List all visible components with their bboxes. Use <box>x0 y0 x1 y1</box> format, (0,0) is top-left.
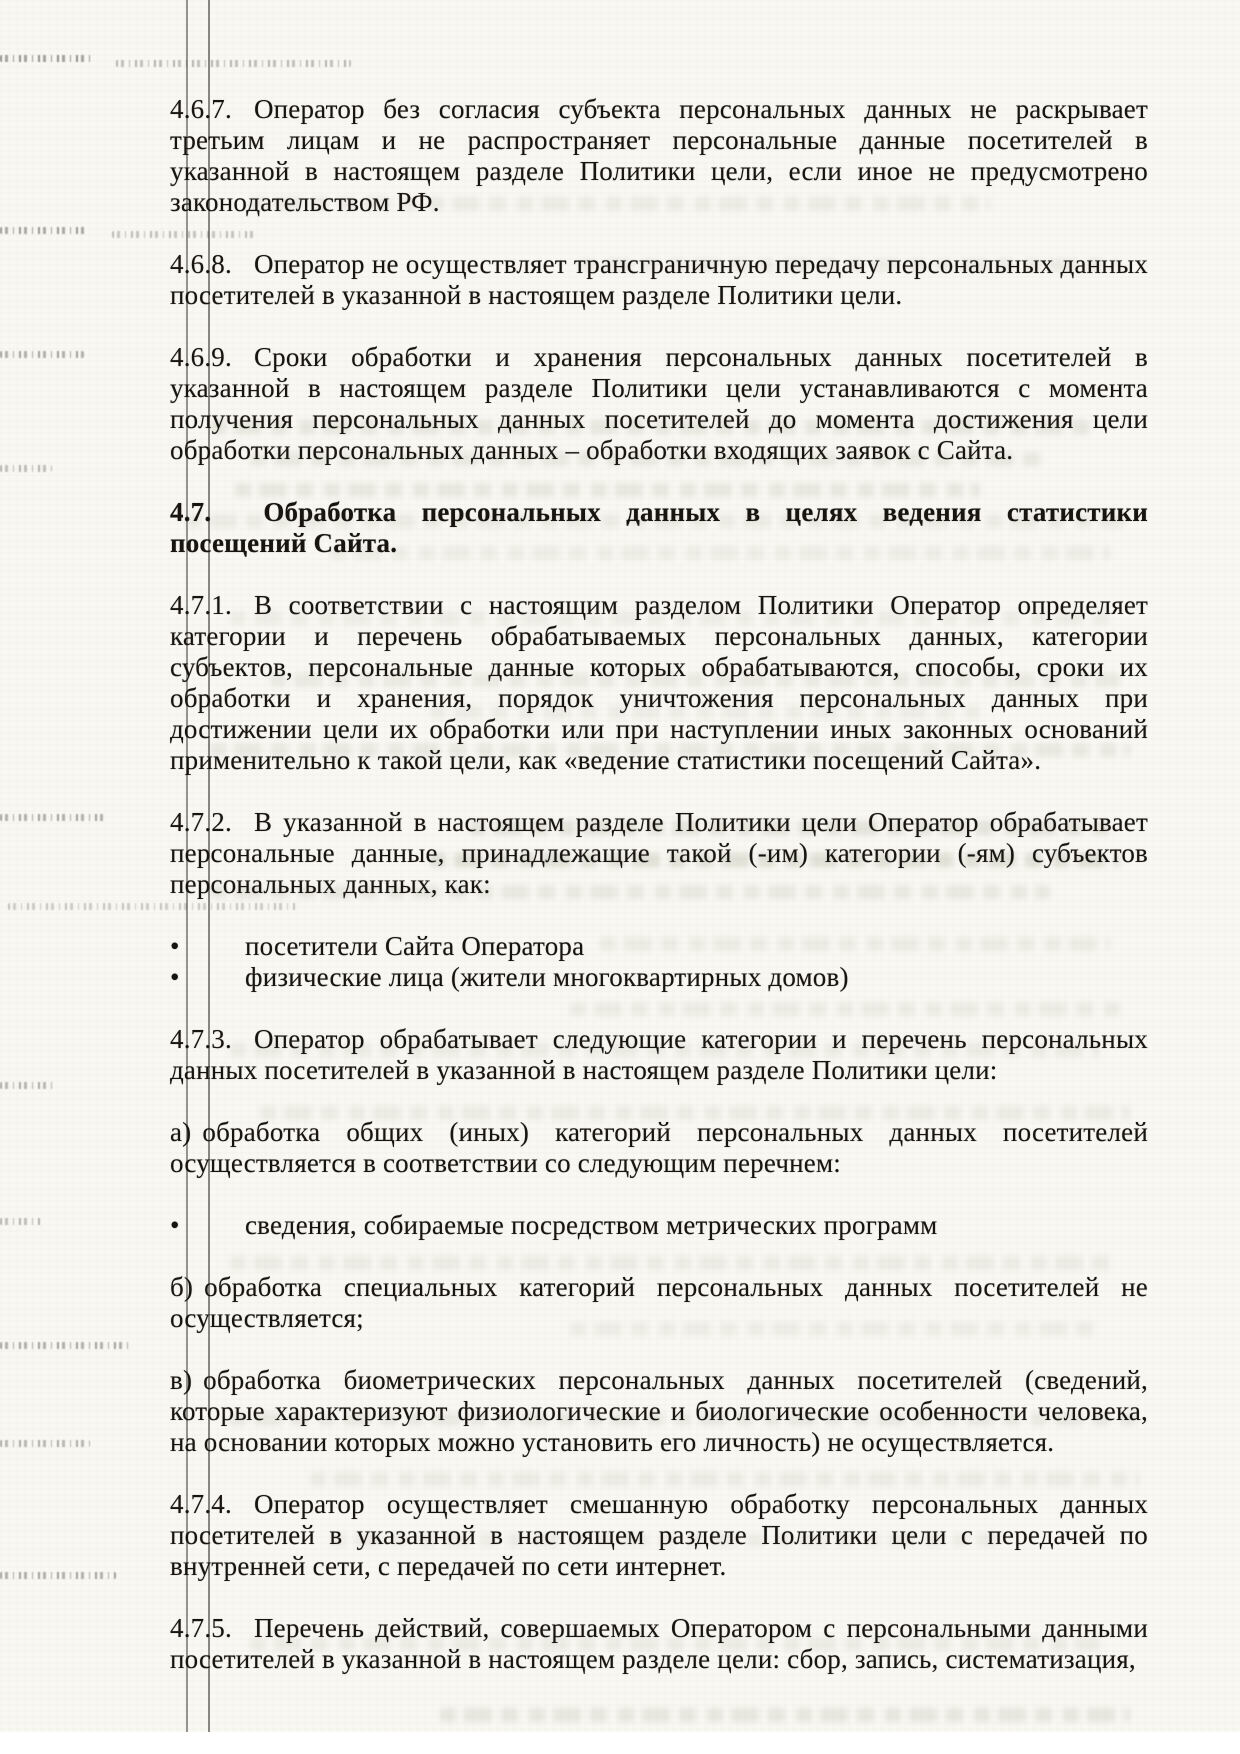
clause-number: 4.7.3. <box>170 1024 232 1054</box>
clause-4-7-2 <box>170 807 1148 900</box>
item-v <box>170 1365 1148 1458</box>
ghost-text-bleed <box>440 1708 1130 1722</box>
clause-4-6-7 <box>170 94 1148 218</box>
item-text: обработка специальных категорий персональных данных посетителей не осуществляется; <box>170 1272 1148 1333</box>
scan-smudge <box>0 465 52 472</box>
scan-smudge <box>0 1082 56 1089</box>
clause-text: Перечень действий, совершаемых Оператором с персональными данными посетителей в указанной в настоящем разделе цели: сбор, запись, систематизация, <box>170 1613 1148 1674</box>
scan-smudge <box>0 1342 132 1349</box>
item-b <box>170 1272 1148 1334</box>
bullet-text: посетители Сайта Оператора <box>245 931 585 961</box>
item-a <box>170 1117 1148 1179</box>
item-letter: в) <box>170 1365 193 1395</box>
bullet-text: сведения, собираемые посредством метрических программ <box>245 1210 938 1240</box>
item-letter: б) <box>170 1272 194 1302</box>
scan-smudge <box>0 227 88 234</box>
clause-4-7-5 <box>170 1613 1148 1675</box>
clause-text: Оператор не осуществляет трансграничную передачу персональных данных посетителей в указанной в настоящем разделе Политики цели. <box>170 249 1148 310</box>
paper-bottom-edge <box>0 1732 1240 1754</box>
item-letter: а) <box>170 1117 192 1147</box>
clause-number: 4.7.2. <box>170 807 232 837</box>
clause-text: В указанной в настоящем разделе Политики цели Оператор обрабатывает персональные данные, принадлежащие такой (-им) категории (-ям) субъектов персональных данных, как: <box>170 807 1148 899</box>
document-body <box>170 94 1148 1706</box>
bullet-marker: • <box>170 962 180 992</box>
scan-smudge <box>0 1218 42 1225</box>
clause-number: 4.7.1. <box>170 590 232 620</box>
scan-smudge <box>0 1572 116 1579</box>
clause-4-7-4 <box>170 1489 1148 1582</box>
clause-4-7-3 <box>170 1024 1148 1086</box>
bullet-text: физические лица (жители многоквартирных домов) <box>245 962 849 992</box>
clause-number: 4.7.5. <box>170 1613 232 1643</box>
clause-number: 4.6.7. <box>170 94 232 124</box>
clause-4-7-1 <box>170 590 1148 776</box>
clause-text: Оператор обрабатывает следующие категории и перечень персональных данных посетителей в указанной в настоящем разделе Политики цели: <box>170 1024 1148 1085</box>
scan-smudge <box>0 351 84 358</box>
scan-smudge <box>0 1440 90 1447</box>
clause-number: 4.7.4. <box>170 1489 232 1519</box>
heading-text: Обработка персональных данных в целях ведения статистики посещений Сайта. <box>170 497 1148 558</box>
bullet-marker: • <box>170 1210 180 1240</box>
item-text: обработка биометрических персональных данных посетителей (сведений, которые характеризуют физиологические и биологические особенности человека, на основании которых можно установить его личность) не осуществляется. <box>170 1365 1148 1457</box>
clause-text: Оператор без согласия субъекта персональных данных не раскрывает третьим лицам и не распространяет персональные данные посетителей в указанной в настоящем разделе Политики цели, если иное не предусмотрено законодательством РФ. <box>170 94 1148 217</box>
item-text: обработка общих (иных) категорий персональных данных посетителей осуществляется в соответствии со следующим перечнем: <box>170 1117 1148 1178</box>
clause-text: В соответствии с настоящим разделом Политики Оператор определяет категории и перечень обрабатываемых персональных данных, категории субъектов, персональные данные которых обрабатываются, способы, сроки их обработки и хранения, порядок уничтожения персональных данных при достижении цели их обработки или при наступлении иных законных оснований применительно к такой цели, как «ведение статистики посещений Сайта». <box>170 590 1148 775</box>
bullet-subject-visitors <box>170 931 1148 962</box>
clause-number: 4.6.8. <box>170 249 232 279</box>
clause-4-6-8 <box>170 249 1148 311</box>
scan-smudge <box>0 55 92 62</box>
bullet-metrics <box>170 1210 1148 1241</box>
bullet-subject-residents <box>170 962 1148 993</box>
clause-4-6-9 <box>170 342 1148 466</box>
bullet-marker: • <box>170 931 180 961</box>
clause-text: Оператор осуществляет смешанную обработку персональных данных посетителей в указанной в настоящем разделе Политики цели с передачей по внутренней сети, с передачей по сети интернет. <box>170 1489 1148 1581</box>
clause-text: Сроки обработки и хранения персональных данных посетителей в указанной в настоящем разделе Политики цели устанавливаются с момента получения персональных данных посетителей до момента достижения цели обработки персональных данных – обработки входящих заявок с Сайта. <box>170 342 1148 465</box>
scan-smudge <box>116 60 351 67</box>
scan-smudge <box>0 814 106 821</box>
clause-number: 4.6.9. <box>170 342 232 372</box>
heading-4-7 <box>170 497 1148 559</box>
clause-number: 4.7. <box>170 497 212 527</box>
